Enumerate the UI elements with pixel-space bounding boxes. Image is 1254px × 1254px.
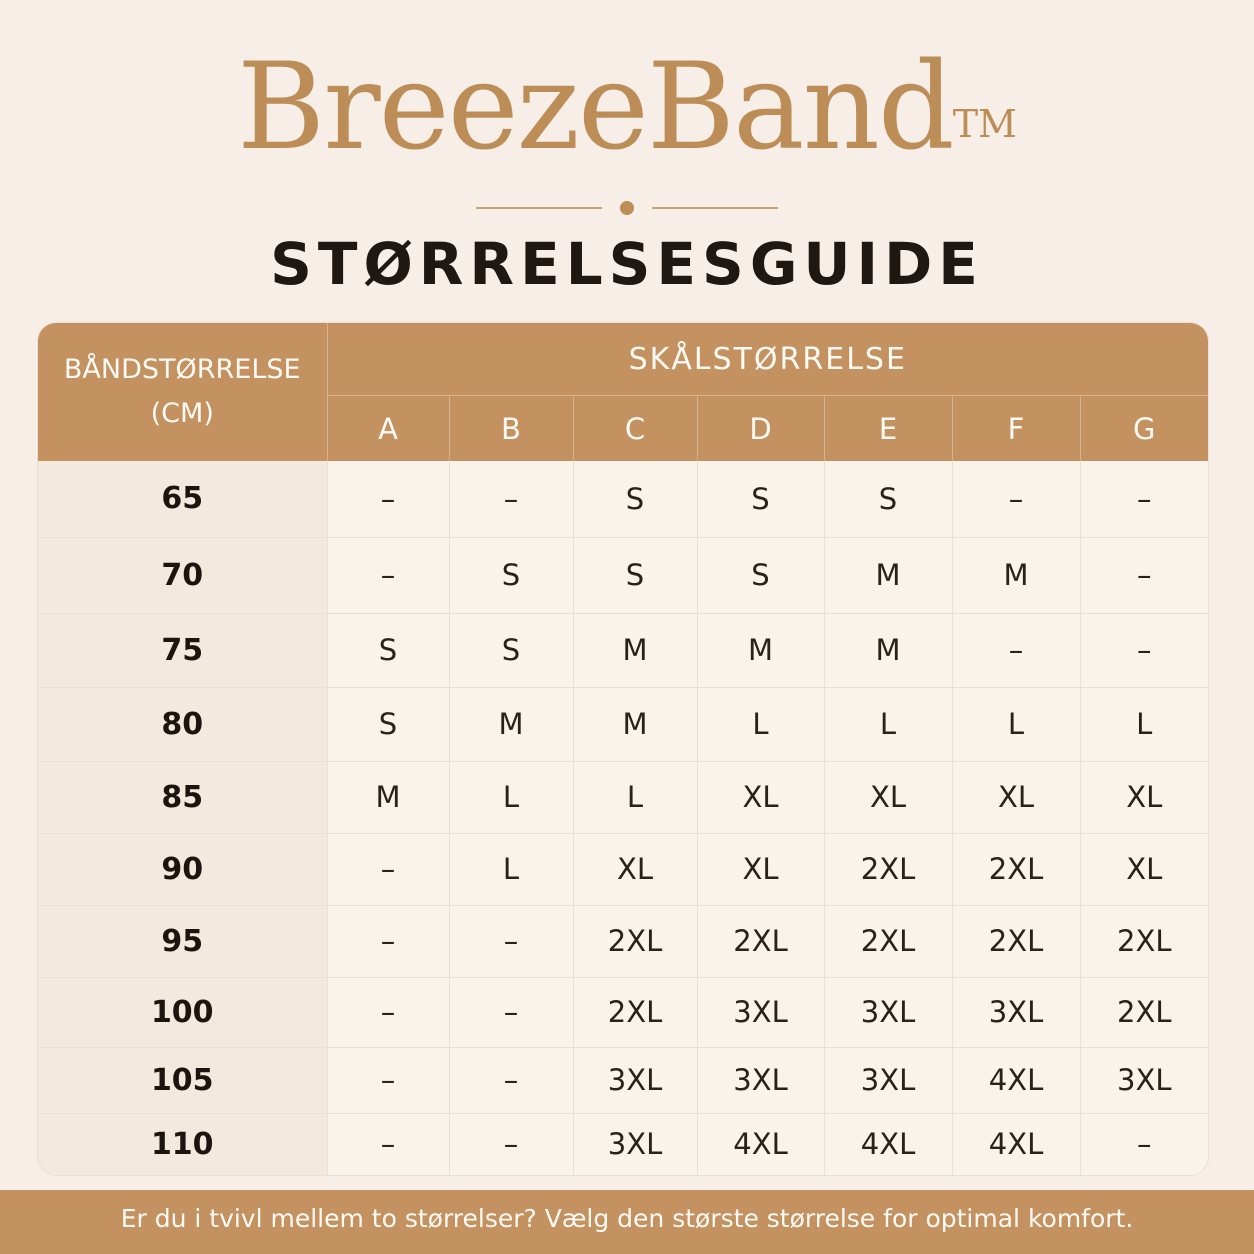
size-cell: – — [1080, 537, 1208, 613]
size-cell: 3XL — [573, 1047, 697, 1113]
size-cell: 4XL — [952, 1047, 1080, 1113]
table-row — [38, 977, 1208, 1047]
cup-header-f: F — [952, 396, 1080, 462]
size-cell: – — [1137, 481, 1152, 516]
table-row — [38, 461, 1208, 537]
footer-bar — [0, 1190, 1254, 1254]
size-cell: 2XL — [952, 833, 1080, 905]
size-cell: 2XL — [697, 905, 824, 977]
size-cell: – — [327, 1047, 449, 1113]
size-cell: M — [573, 687, 697, 761]
size-cell: M — [573, 613, 697, 687]
band-size-cell: 85 — [38, 761, 327, 833]
cup-size-header: SKÅLSTØRRELSE — [327, 323, 1208, 396]
size-cell: 3XL — [824, 1047, 952, 1113]
size-cell: – — [952, 461, 1080, 537]
table-row — [38, 833, 1208, 905]
size-cell: – — [449, 977, 573, 1047]
cup-header-d: D — [697, 396, 824, 462]
band-header-label: BÅNDSTØRRELSE — [63, 354, 301, 385]
size-cell: 4XL — [824, 1113, 952, 1175]
size-table — [38, 323, 1208, 1175]
cup-header-a: A — [327, 396, 449, 462]
size-cell: S — [449, 537, 573, 613]
size-cell: 3XL — [952, 977, 1080, 1047]
size-cell: S — [573, 537, 697, 613]
size-cell: L — [697, 687, 824, 761]
size-cell: 3XL — [824, 977, 952, 1047]
size-cell: – — [327, 1113, 449, 1175]
table-row — [38, 761, 1208, 833]
size-cell: L — [824, 687, 952, 761]
band-size-cell: 95 — [38, 905, 327, 977]
table-row — [38, 1113, 1208, 1175]
size-chart — [38, 323, 1208, 1175]
band-size-cell: 80 — [38, 687, 327, 761]
size-cell: 3XL — [697, 977, 824, 1047]
size-cell: XL — [697, 761, 824, 833]
brand-name: BreezeBand — [237, 38, 953, 177]
band-size-cell: 70 — [38, 537, 327, 613]
size-table-body — [38, 461, 1208, 1175]
size-cell: – — [449, 1113, 573, 1175]
brand-logo — [0, 38, 1254, 178]
size-cell: – — [952, 613, 1080, 687]
size-cell: 4XL — [952, 1113, 1080, 1175]
size-cell: – — [449, 1047, 573, 1113]
size-cell: M — [697, 613, 824, 687]
size-cell: 2XL — [1080, 905, 1208, 977]
size-cell: 2XL — [824, 833, 952, 905]
band-size-cell: 90 — [38, 833, 327, 905]
cup-header-g: G — [1080, 396, 1208, 462]
size-cell: S — [697, 461, 824, 537]
size-cell: L — [449, 833, 573, 905]
size-cell: XL — [697, 833, 824, 905]
size-cell: – — [449, 905, 573, 977]
size-cell: XL — [1080, 833, 1208, 905]
size-cell: – — [449, 461, 573, 537]
size-cell: M — [952, 537, 1080, 613]
cup-header-b: B — [449, 396, 573, 462]
size-cell: XL — [1080, 761, 1208, 833]
size-cell: XL — [952, 761, 1080, 833]
size-cell: 3XL — [697, 1047, 824, 1113]
size-cell: – — [327, 905, 449, 977]
band-size-header — [38, 323, 327, 461]
size-cell: S — [327, 687, 449, 761]
size-cell: 2XL — [824, 905, 952, 977]
size-cell: – — [1080, 613, 1208, 687]
size-cell: – — [327, 833, 449, 905]
table-row — [38, 687, 1208, 761]
band-size-cell: 105 — [38, 1047, 327, 1113]
size-cell: S — [449, 613, 573, 687]
size-cell: M — [327, 761, 449, 833]
size-cell: L — [449, 761, 573, 833]
band-header-unit: (CM) — [150, 398, 214, 429]
size-cell: L — [952, 687, 1080, 761]
title-divider — [470, 198, 784, 218]
size-cell: – — [1080, 1113, 1208, 1175]
table-row — [38, 905, 1208, 977]
size-cell: 2XL — [952, 905, 1080, 977]
size-cell: M — [824, 537, 952, 613]
size-cell: L — [573, 761, 697, 833]
size-cell: – — [327, 461, 449, 537]
page-title: STØRRELSESGUIDE — [270, 230, 984, 298]
trademark-symbol: TM — [952, 102, 1017, 146]
size-cell: XL — [573, 833, 697, 905]
size-cell: M — [449, 687, 573, 761]
size-cell: 3XL — [573, 1113, 697, 1175]
size-cell: 3XL — [1080, 1047, 1208, 1113]
size-cell: S — [697, 537, 824, 613]
band-size-cell: 100 — [38, 977, 327, 1047]
size-cell: 2XL — [573, 977, 697, 1047]
size-cell: 4XL — [697, 1113, 824, 1175]
size-cell: S — [327, 613, 449, 687]
size-cell: – — [327, 537, 449, 613]
cup-header-c: C — [573, 396, 697, 462]
band-size-cell: 75 — [38, 613, 327, 687]
size-cell: XL — [824, 761, 952, 833]
size-cell: L — [1080, 687, 1208, 761]
table-row — [38, 537, 1208, 613]
size-cell: M — [824, 613, 952, 687]
table-row — [38, 613, 1208, 687]
cup-header-e: E — [824, 396, 952, 462]
size-cell: 2XL — [1080, 977, 1208, 1047]
footer-note: Er du i tvivl mellem to størrelser? Vælg den største størrelse for optimal komfort. — [120, 1204, 1134, 1233]
table-row — [38, 1047, 1208, 1113]
size-cell: – — [327, 977, 449, 1047]
band-size-cell: 65 — [38, 461, 327, 537]
size-cell: S — [824, 461, 952, 537]
size-cell: 2XL — [573, 905, 697, 977]
size-cell: S — [573, 461, 697, 537]
band-size-cell: 110 — [38, 1113, 327, 1175]
